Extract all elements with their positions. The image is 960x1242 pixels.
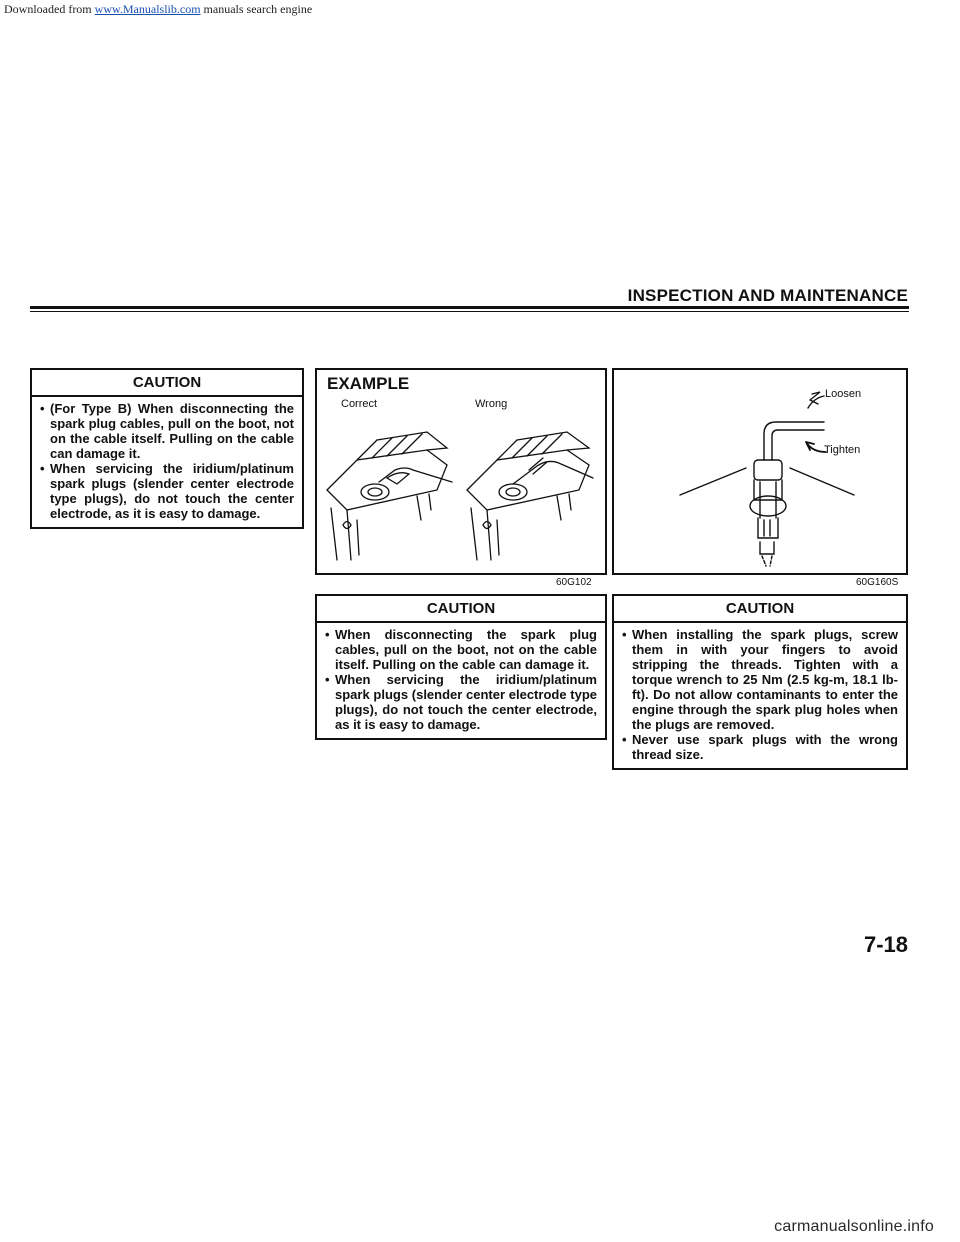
caution-item: • Never use spark plugs with the wrong thread size. <box>622 732 898 762</box>
caution-box-installing <box>612 594 908 770</box>
header-rule <box>30 306 909 309</box>
caution-body <box>32 397 302 527</box>
example-illustration <box>317 370 605 573</box>
label-wrong: Wrong <box>475 398 508 410</box>
caution-title: CAUTION <box>614 596 906 623</box>
download-suffix: manuals search engine <box>203 2 313 16</box>
label-tighten: Tighten <box>824 444 861 456</box>
caution-item: • When disconnecting the spark plug cables, pull on the boot, not on the cable itself. Pulling on the cable can damage it. <box>325 627 597 672</box>
header-rule-thin <box>30 311 909 312</box>
download-header <box>4 2 312 17</box>
figure-code: 60G160S <box>856 577 899 588</box>
example-title: EXAMPLE <box>327 374 410 393</box>
section-title: INSPECTION AND MAINTENANCE <box>627 286 908 305</box>
caution-box-disconnecting <box>315 594 607 740</box>
figure-code: 60G102 <box>556 577 592 588</box>
caution-item: • When installing the spark plugs, screw them in with your fingers to avoid stripping the threads. Tighten with a torque wrench to 25 Nm (2.5 kg-m, 18.1 lb-ft). Do not allow contaminants to enter the engine through the spark plug holes when the plugs are removed. <box>622 627 898 732</box>
manualslib-link[interactable]: www.Manualslib.com <box>94 2 201 16</box>
caution-item: • (For Type B) When disconnecting the spark plug cables, pull on the boot, not on the cable itself. Pulling on the cable can damage it. <box>40 401 294 461</box>
caution-body <box>614 623 906 768</box>
example-figure <box>315 368 607 575</box>
caution-title: CAUTION <box>32 370 302 397</box>
caution-box-type-b <box>30 368 304 529</box>
caution-item: • When servicing the iridium/platinum spark plugs (slender center electrode type plugs), do not touch the center electrode, as it is easy to damage. <box>325 672 597 732</box>
spark-plug-figure <box>612 368 908 575</box>
label-loosen: Loosen <box>825 388 862 400</box>
download-prefix: Downloaded from <box>4 2 92 16</box>
wrong-drawing <box>467 432 593 560</box>
caution-item: • When servicing the iridium/platinum spark plugs (slender center electrode type plugs), do not touch the center electrode, as it is easy to damage. <box>40 461 294 521</box>
page-number: 7-18 <box>863 932 908 957</box>
caution-body <box>317 623 605 738</box>
label-correct: Correct <box>341 398 378 410</box>
correct-drawing <box>327 432 452 560</box>
footer-watermark: carmanualsonline.info <box>774 1218 934 1235</box>
caution-title: CAUTION <box>317 596 605 623</box>
spark-plug-illustration <box>614 370 906 573</box>
